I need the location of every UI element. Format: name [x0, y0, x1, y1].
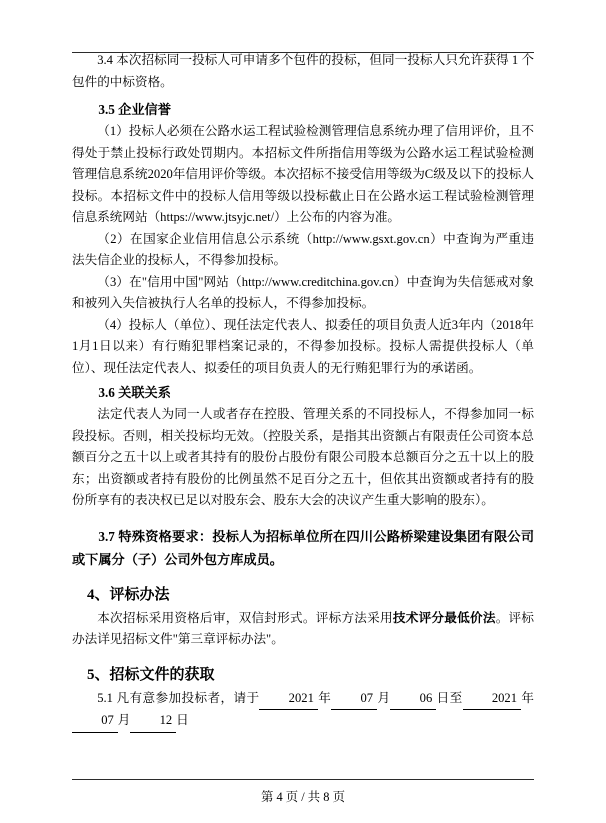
- heading-3-6-title: 关联关系: [118, 385, 171, 400]
- heading-3-5-number: 3.5: [98, 102, 115, 117]
- start-month-field[interactable]: 07: [331, 688, 377, 711]
- paragraph-5-1-prefix: 5.1 凡有意参加投标者，请于: [97, 690, 260, 705]
- end-month-field[interactable]: 07: [72, 710, 118, 733]
- start-year-field[interactable]: 2021: [259, 688, 317, 711]
- unit-year-2: 年: [521, 690, 535, 705]
- end-day-field[interactable]: 12: [130, 710, 176, 733]
- heading-4-number: 4、: [87, 586, 110, 603]
- paragraph-4-1-seg1: 本次招标采用资格后审，双信封形式。评标方法采用: [97, 610, 393, 625]
- range-separator: 至: [449, 690, 463, 705]
- paragraph-4-1-emphasis: 技术评分最低价法: [392, 610, 496, 625]
- unit-day-1: 日: [436, 690, 450, 705]
- paragraph-3-6-1: 法定代表人为同一人或者存在控股、管理关系的不同投标人，不得参加同一标段投标。否则，相关投标均无效。（控股关系，是指其出资额占有限责任公司资本总额百分之五十以上或者其持有的股份占股份有限公司股本总额百分之五十以上的股东；出资额或者持有股份的比例虽然不足百分之五十，但依其出资额或者持有的股份所享有的表决权已足以对股东会、股东大会的决议产生重大影响的股东）。: [72, 407, 534, 507]
- paragraph-4-1-seg3: 。评标办法详见招标文件"第三章评标办法"。: [72, 610, 535, 646]
- heading-3-7-text: 投标人为招标单位所在四川公路桥梁建设集团有限公司或下属分（子）公司外包方库成员。: [72, 528, 535, 567]
- paragraph-3-4: 3.4 本次招标同一投标人可申请多个包件的投标，但同一投标人只允许获得 1 个包件的中标资格。: [72, 53, 534, 89]
- page-footer: 第 4 页 / 共 8 页: [261, 790, 345, 804]
- unit-year-1: 年: [317, 690, 332, 705]
- end-year-field[interactable]: 2021: [463, 688, 521, 711]
- paragraph-3-5-3: （3）在"信用中国"网站（http://www.creditchina.gov.cn）中查询为失信惩戒对象和被列入失信被执行人名单的投标人，不得参加投标。: [72, 274, 534, 310]
- heading-3-6: [72, 381, 534, 404]
- heading-3-6-number: 3.6: [98, 385, 115, 400]
- heading-5-number: 5、: [87, 666, 110, 683]
- paragraph-4-1: [72, 608, 534, 651]
- heading-5-title: 招标文件的获取: [109, 666, 215, 683]
- heading-3-7-number: 3.7: [98, 528, 115, 544]
- paragraph-3-5-1: （1）投标人必须在公路水运工程试验检测管理信息系统办理了信用评价，且不得处于禁止投标行政处罚期内。本招标文件所指信用等级为公路水运工程试验检测管理信息系统2020年信用评价等级。本次招标不接受信用等级为C级及以下的投标人投标。本招标文件中的投标人信用等级以投标截止日在公路水运工程试验检测管理信息系统网站（https://www.jtsyjc.net/）上公布的内容为准。: [72, 124, 534, 224]
- heading-4-title: 评标办法: [109, 586, 170, 603]
- heading-3-7-label: 特殊资格要求：: [118, 528, 213, 544]
- heading-5: [72, 662, 534, 688]
- start-day-field[interactable]: 06: [390, 688, 436, 711]
- unit-month-2: 月: [117, 713, 131, 727]
- heading-3-7: [72, 525, 534, 571]
- unit-month-1: 月: [377, 690, 391, 705]
- unit-day-2: 日: [176, 713, 189, 727]
- heading-4: [72, 582, 534, 608]
- paragraph-3-5-2: （2）在国家企业信用信息公示系统（http://www.gsxt.gov.cn）中查询为严重违法失信企业的投标人，不得参加投标。: [72, 231, 534, 267]
- heading-3-5-title: 企业信誉: [118, 102, 171, 117]
- paragraph-3-5-4: （4）投标人（单位）、现任法定代表人、拟委任的项目负责人近3年内（2018年1月1日以来）有行贿犯罪档案记录的，不得参加投标。投标人需提供投标人（单位）、现任法定代表人、拟委任的项目负责人的无行贿犯罪行为的承诺函。: [72, 317, 534, 375]
- heading-3-5: [72, 98, 534, 121]
- footer-rule: [72, 779, 534, 780]
- paragraph-5-1: [72, 688, 534, 733]
- page-content: [72, 50, 534, 770]
